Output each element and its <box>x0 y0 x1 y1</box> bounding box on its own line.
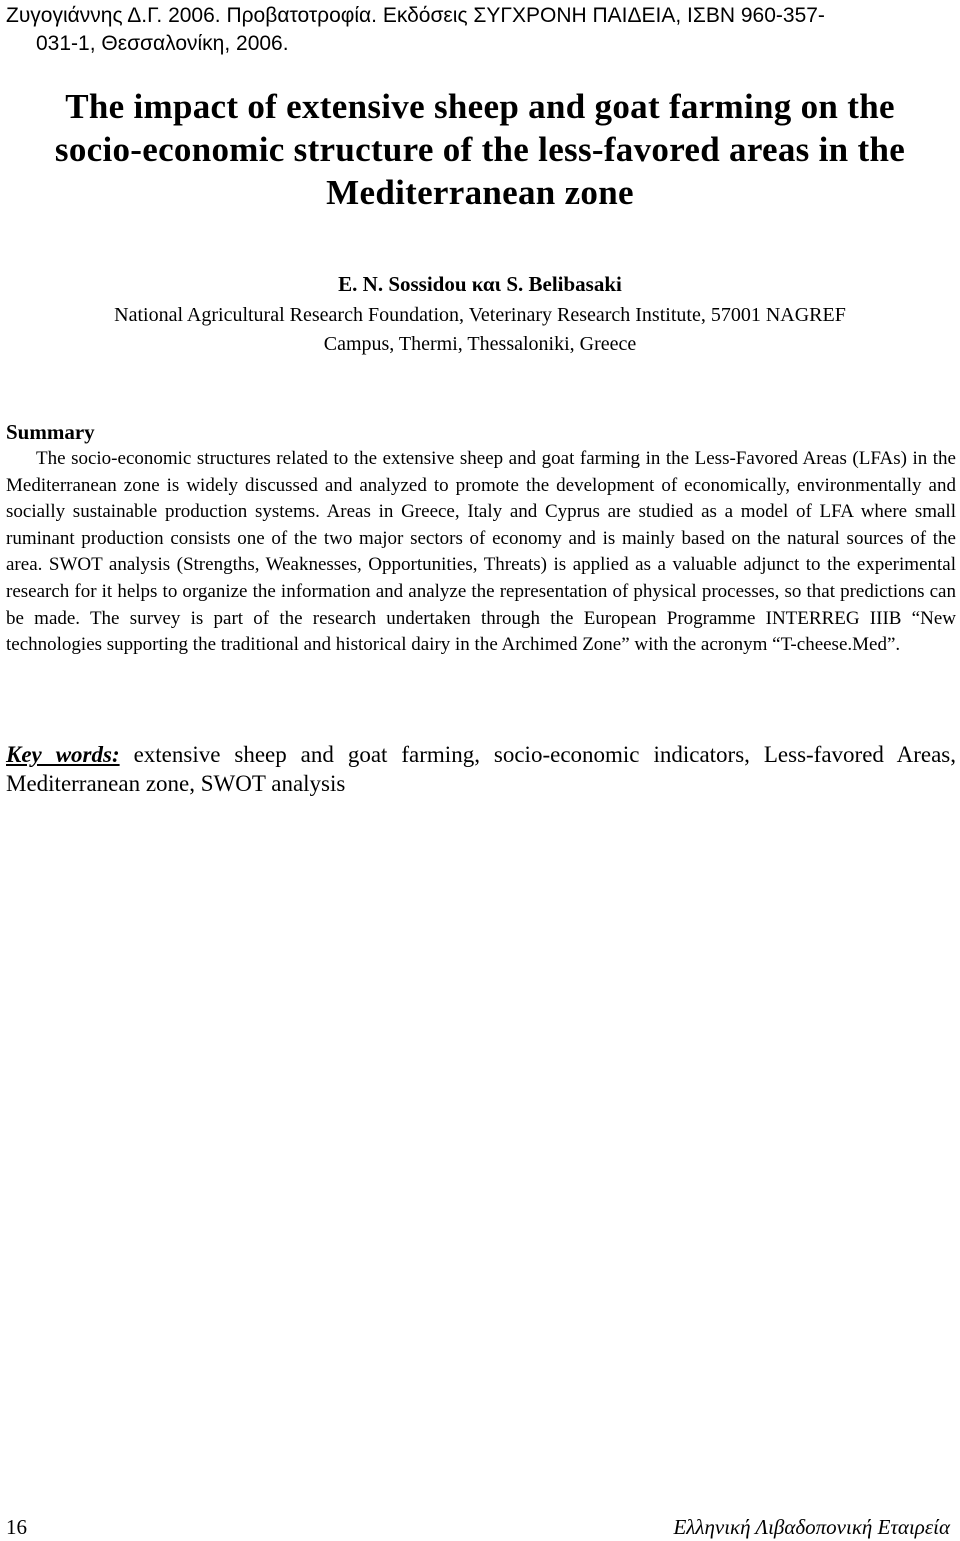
citation-line-1: Ζυγογιάννης Δ.Γ. 2006. Προβατοτροφία. Εκδόσεις ΣΥΓΧΡΟΝΗ ΠΑΙΔΕΙΑ, ΙΣΒΝ 960-357- <box>6 4 825 27</box>
keywords <box>6 740 956 798</box>
keywords-label: Key words: <box>6 742 120 767</box>
keywords-text: extensive sheep and goat farming, socio-economic indicators, Less-favored Areas, Mediterranean zone, SWOT analysis <box>6 742 956 796</box>
authors: E. N. Sossidou και S. Belibasaki <box>338 272 622 296</box>
summary-heading: Summary <box>6 420 95 444</box>
citation-line-2: 031-1, Θεσσαλονίκη, 2006. <box>36 32 289 55</box>
publisher-name: Ελληνική Λιβαδοπονική Εταιρεία <box>673 1515 950 1539</box>
page-number: 16 <box>6 1515 27 1539</box>
paper-title-line-3: Mediterranean zone <box>326 173 634 212</box>
summary-text: The socio-economic structures related to the extensive sheep and goat farming in the Less-Favored Areas (LFAs) in the Mediterranean zone is widely discussed and analyzed to promote the development of economically, environmentally and socially sustainable production systems. Areas in Greece, Italy and Cyprus are studied as a model of LFA where small ruminant production consists one of the two major sectors of economy and is mainly based on the natural sources of the area. SWOT analysis (Strengths, Weaknesses, Opportunities, Threats) is applied as a valuable adjunct to the experimental research for it helps to organize the information and analyze the representation of physical processes, so that predictions can be made. The survey is part of the research undertaken through the European Programme INTERREG IIIB “New technologies supporting the traditional and historical dairy in the Archimed Zone” with the acronym “T-cheese.Med”. <box>6 448 956 656</box>
paper-title <box>20 85 940 214</box>
affiliation-line-1: National Agricultural Research Foundation, Veterinary Research Institute, 57001 NAGREF <box>114 304 846 326</box>
affiliation <box>10 301 950 359</box>
paper-title-line-1: The impact of extensive sheep and goat farming on the <box>65 87 895 126</box>
affiliation-line-2: Campus, Thermi, Thessaloniki, Greece <box>323 333 637 355</box>
citation-header <box>6 2 946 58</box>
paper-title-line-2: socio-economic structure of the less-favored areas in the <box>54 130 906 169</box>
